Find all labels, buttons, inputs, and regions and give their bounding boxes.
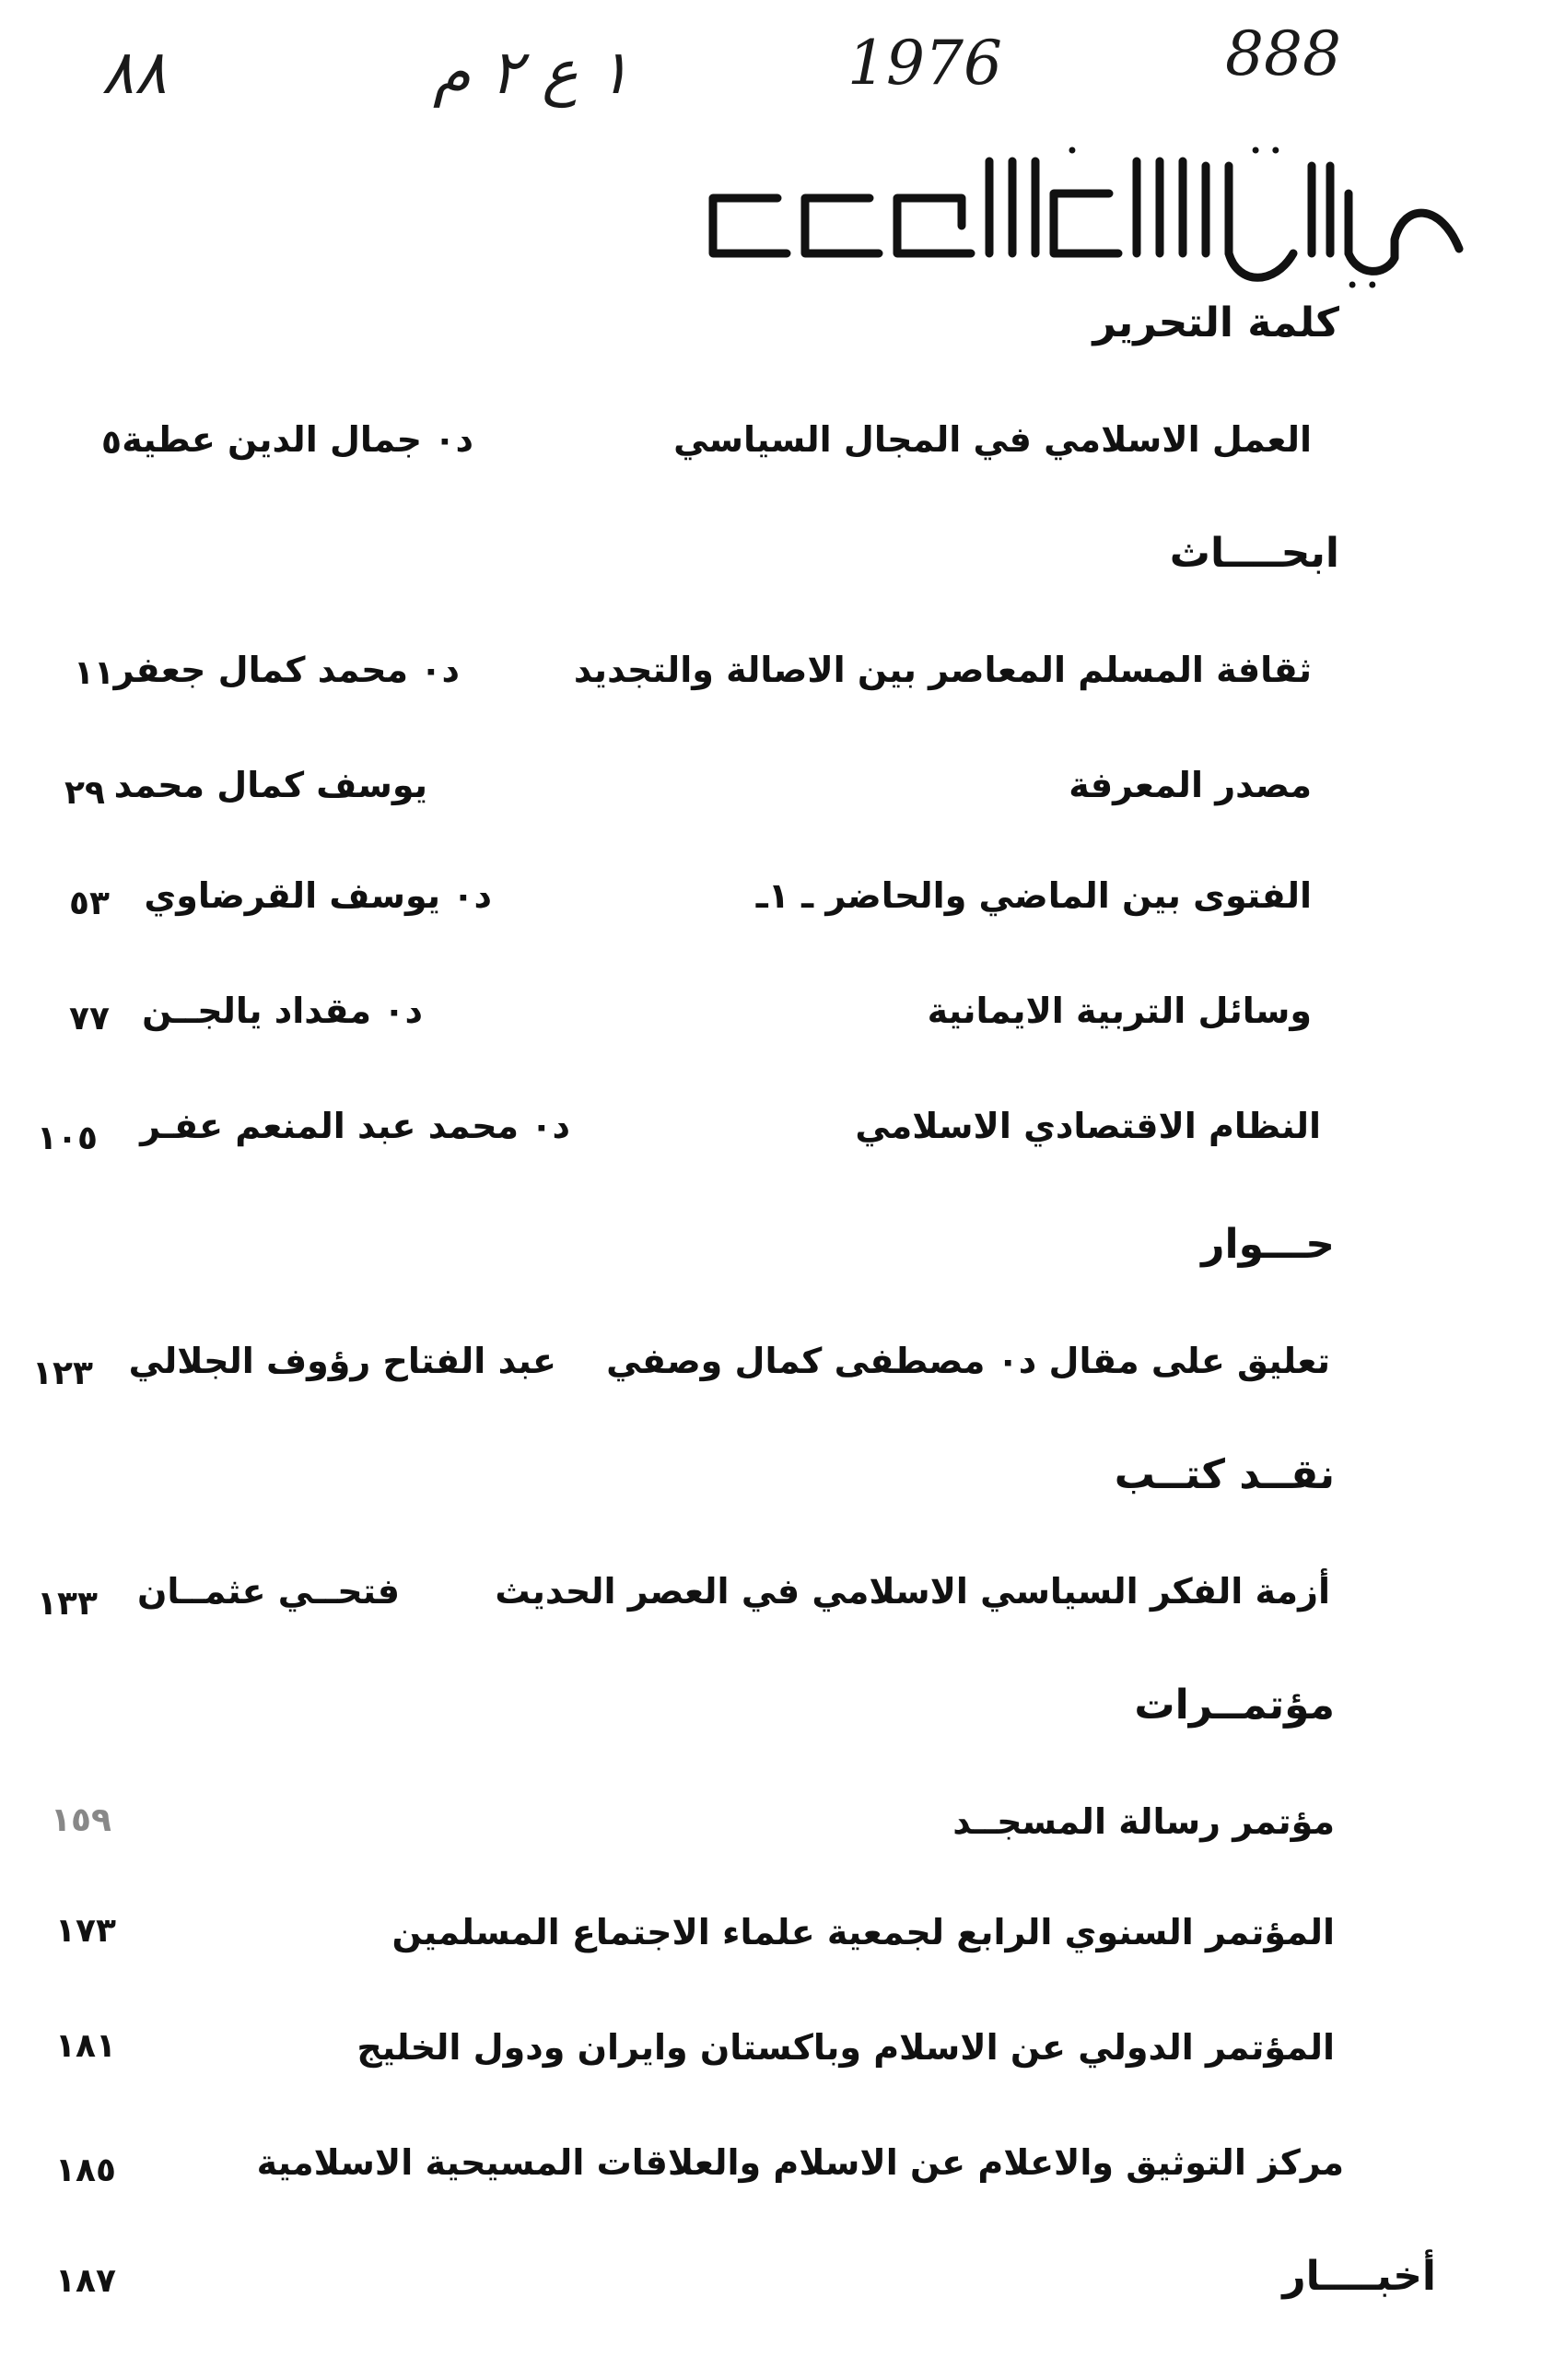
toc-item-author: د٠ جمال الدين عطية (122, 419, 473, 460)
toc-item-title: أزمة الفكر السياسي الاسلامي في العصر الحديث (495, 1571, 1330, 1612)
svg-text:• •: • • (1249, 138, 1282, 164)
title-text (685, 138, 686, 139)
toc-item-page: ١٨٥ (55, 2151, 116, 2189)
contents-title-logo (685, 138, 1478, 295)
toc-item-author: يوسف كمال محمد (113, 765, 427, 805)
section-heading-editorial: كلمة التحرير (1092, 299, 1339, 346)
toc-item-page: ٢٩ (64, 774, 105, 812)
toc-item-title: ثقافة المسلم المعاصر بين الاصالة والتجديد (573, 650, 1312, 690)
handwritten-year: 1976 (847, 28, 1002, 99)
section-heading-book-review: نقــد كتــب (1114, 1451, 1335, 1498)
handwritten-left-number: ٨٨ (101, 37, 167, 108)
toc-item-page: ٥٣ (69, 885, 110, 922)
toc-item-author: د٠ مقداد يالجــن (142, 991, 423, 1031)
section-news-page: ١٨٧ (55, 2262, 116, 2300)
toc-item-author: عبد الفتاح رؤوف الجلالي (128, 1341, 556, 1381)
title-logo-graphic (685, 138, 1478, 295)
toc-item-page: ١٥٩ (51, 1801, 111, 1839)
toc-item-title: العمل الاسلامي في المجال السياسي (673, 419, 1312, 460)
toc-item-title: مصدر المعرفة (1069, 765, 1312, 805)
handwritten-issue-marks: ١ ع ٢ م (433, 37, 631, 108)
toc-item-page: ١١ (74, 654, 114, 692)
toc-item-page: ١٨١ (55, 2027, 116, 2065)
toc-item-page: ١٧٣ (55, 1912, 116, 1950)
toc-item-title: تعليق على مقال د٠ مصطفى كمال وصفي (606, 1341, 1330, 1381)
section-heading-conferences: مؤتمــرات (1134, 1682, 1335, 1729)
svg-text:• •: • • (1346, 273, 1379, 295)
toc-item-author: د٠ يوسف القرضاوي (144, 875, 492, 916)
toc-item-title: الفتوى بين الماضي والحاضر ـ ١ـ (755, 875, 1312, 916)
section-heading-news: أخبــــار (1282, 2253, 1436, 2300)
toc-item-page: ٧٧ (69, 1000, 110, 1038)
toc-item-author: د٠ محمد كمال جعفر (113, 650, 460, 690)
toc-item-page: ١٠٥ (37, 1120, 98, 1157)
toc-item-title: المؤتمر الدولي عن الاسلام وباكستان وايران ودول الخليج (356, 2027, 1335, 2068)
toc-item-title: النظام الاقتصادي الاسلامي (855, 1106, 1321, 1146)
toc-item-author: د٠ محمد عبد المنعم عفـر (140, 1106, 570, 1146)
toc-item-title: مركز التوثيق والاعلام عن الاسلام والعلاقات المسيحية الاسلامية (256, 2142, 1344, 2183)
section-heading-dialogue: حـــوار (1201, 1221, 1335, 1268)
svg-text:•: • (1065, 138, 1080, 164)
toc-item-author: فتحــي عثمــان (136, 1571, 400, 1612)
handwritten-catalog-number: 888 (1225, 18, 1341, 89)
toc-item-page: ٥ (101, 424, 122, 462)
toc-item-title: مؤتمر رسالة المسجــد (952, 1801, 1335, 1842)
toc-item-page: ١٣٣ (37, 1585, 98, 1623)
section-heading-research: ابحــــاث (1169, 530, 1339, 577)
toc-item-title: المؤتمر السنوي الرابع لجمعية علماء الاجتماع المسلمين (391, 1912, 1335, 1952)
toc-item-page: ١٢٣ (32, 1354, 93, 1392)
toc-item-title: وسائل التربية الايمانية (927, 991, 1312, 1031)
